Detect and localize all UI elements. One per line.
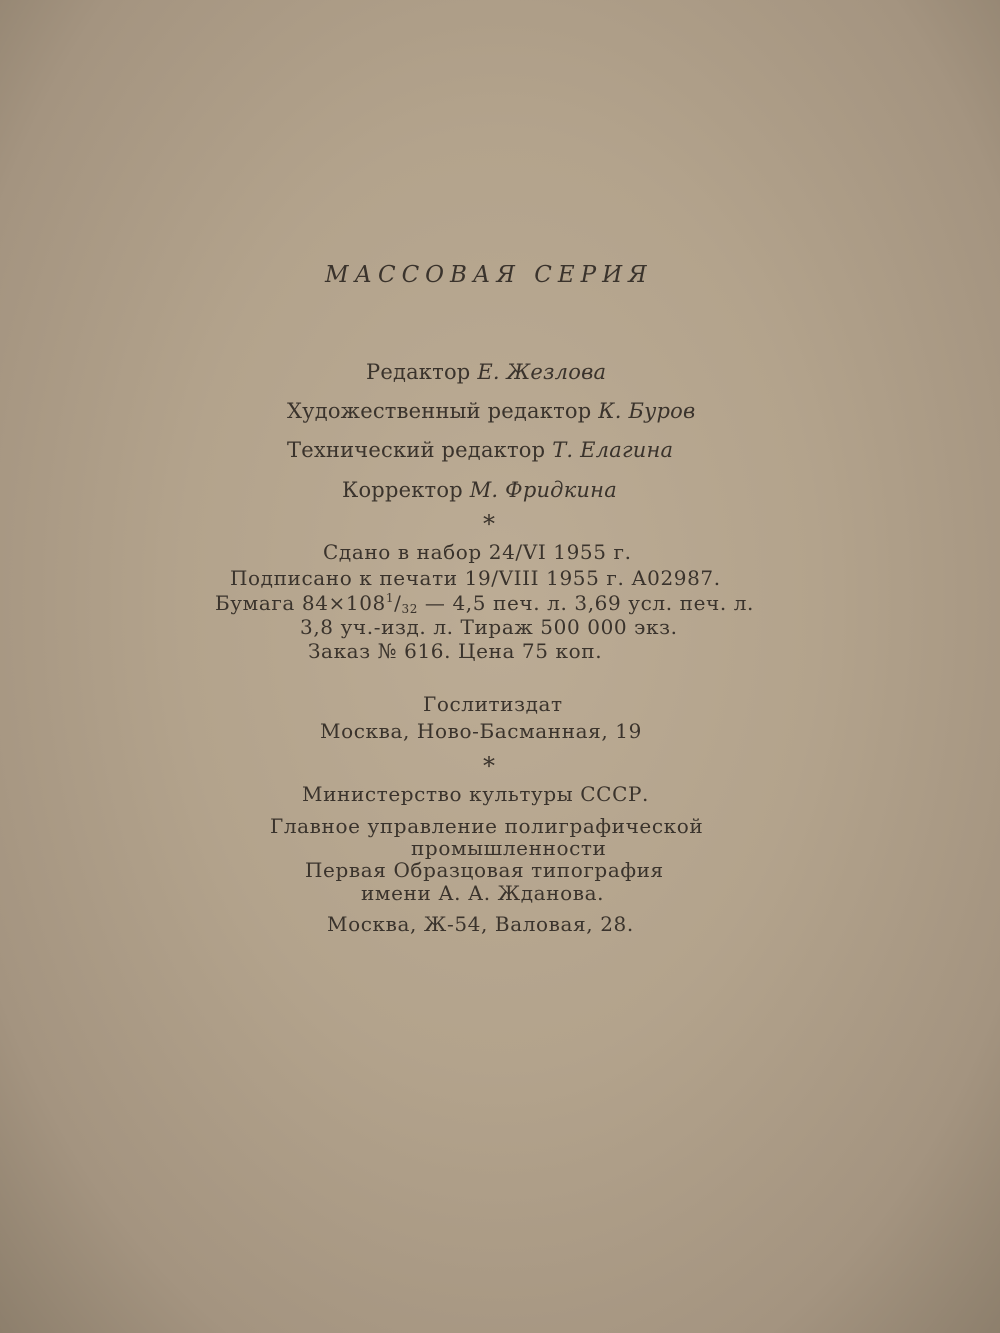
credit-role: Технический редактор	[287, 438, 546, 462]
credit-person: Е. Жезлова	[477, 360, 607, 384]
series-title: МАССОВАЯ СЕРИЯ	[325, 262, 653, 288]
paper-format: Бумага 84×108	[215, 591, 386, 615]
credit-person: К. Буров	[598, 399, 696, 423]
separator-star: *	[483, 752, 496, 780]
print-detail-line: Сдано в набор 24/VI 1955 г.	[323, 540, 632, 564]
print-detail-line: Заказ № 616. Цена 75 коп.	[308, 639, 603, 663]
credit-technical-editor	[287, 438, 673, 462]
separator-star: *	[483, 510, 496, 538]
credit-person: Т. Елагина	[552, 438, 674, 462]
printer-line: Москва, Ж-54, Валовая, 28.	[327, 912, 634, 936]
fraction-numerator: 1	[385, 591, 395, 605]
credit-role: Корректор	[342, 478, 463, 502]
print-detail-line: Подписано к печати 19/VIII 1955 г. А02987.	[230, 566, 721, 590]
credit-art-editor	[287, 399, 695, 423]
printer-line: Главное управление полиграфической	[270, 814, 704, 838]
printer-line: промышленности	[411, 836, 607, 860]
printer-line: Первая Образцовая типография	[305, 858, 664, 882]
credit-role: Редактор	[366, 360, 471, 384]
paper-details: — 4,5 печ. л. 3,69 усл. печ. л.	[417, 591, 755, 615]
printer-line: Министерство культуры СССР.	[302, 782, 649, 806]
print-detail-line: Бумага $84\times 108^1/_{32}$ — 4,5 печ. л. 3,69 усл. печ. л.	[215, 591, 755, 616]
credit-person: М. Фридкина	[469, 478, 617, 502]
credit-proofreader	[342, 478, 617, 502]
fraction-denominator: 32	[401, 602, 418, 616]
credit-editor	[366, 360, 606, 384]
publisher-address: Москва, Ново-Басманная, 19	[320, 719, 642, 743]
credit-role: Художественный редактор	[287, 399, 592, 423]
printer-line: имени А. А. Жданова.	[361, 881, 605, 905]
publisher-name: Гослитиздат	[423, 692, 563, 716]
print-detail-line: 3,8 уч.-изд. л. Тираж 500 000 экз.	[300, 615, 678, 639]
